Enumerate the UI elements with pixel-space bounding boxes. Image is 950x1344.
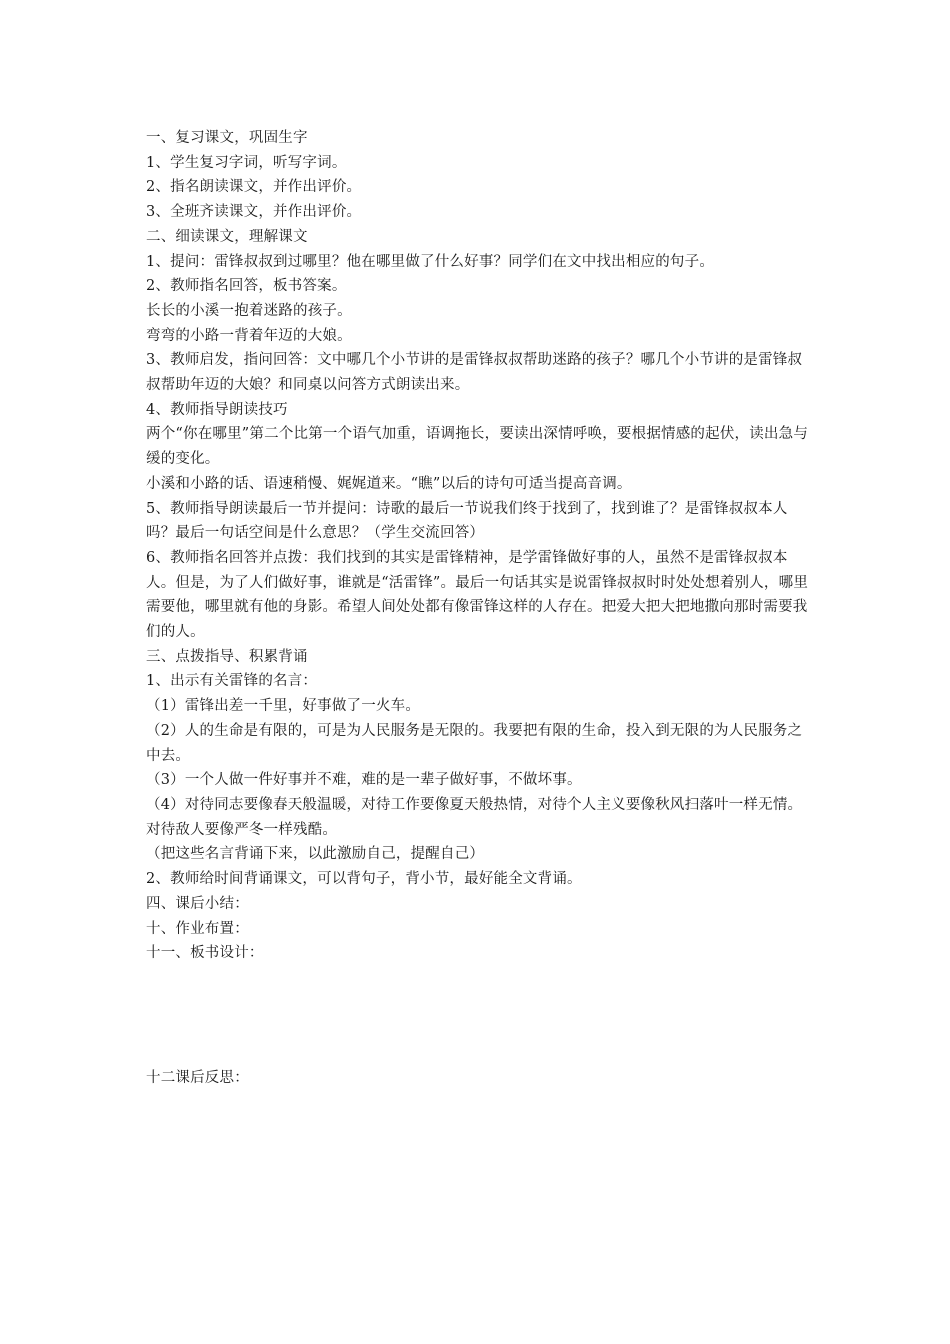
- paragraph: 2、教师指名回答，板书答案。: [146, 278, 347, 295]
- paragraph: 2、教师给时间背诵课文，可以背句子，背小节，最好能全文背诵。: [146, 871, 582, 888]
- heading-homework: 十、作业布置：: [146, 920, 249, 937]
- paragraph: 3、教师启发，指问回答：文中哪几个小节讲的是雷锋叔叔帮助迷路的孩子？哪几个小节讲的是雷锋叔叔帮助年迈的大娘？和同桌以问答方式朗读出来。: [146, 352, 803, 394]
- board-design-space: [146, 966, 810, 1066]
- quote-item: （3）一个人做一件好事并不难，难的是一辈子做好事，不做坏事。: [146, 772, 582, 789]
- paragraph: （把这些名言背诵下来，以此激励自己，提醒自己）: [146, 846, 485, 863]
- heading-board-design: 十一、板书设计：: [146, 945, 264, 962]
- heading-close-reading: 二、细读课文，理解课文: [146, 228, 308, 245]
- heading-summary: 四、课后小结：: [146, 895, 249, 912]
- paragraph: 3、全班齐读课文，并作出评价。: [146, 204, 362, 221]
- paragraph: 4、教师指导朗读技巧: [146, 401, 288, 418]
- paragraph: 弯弯的小路一背着年迈的大娘。: [146, 327, 352, 344]
- paragraph: 1、学生复习字词，听写字词。: [146, 154, 347, 171]
- heading-reflection: 十二课后反思：: [146, 1069, 249, 1086]
- heading-review: 一、复习课文，巩固生字: [146, 130, 308, 146]
- paragraph: 5、教师指导朗读最后一节并提问：诗歌的最后一节说我们终于找到了，找到谁了？是雷锋叔叔本人吗？最后一句话空间是什么意思？（学生交流回答）: [146, 500, 788, 542]
- paragraph: 两个“你在哪里”第二个比第一个语气加重，语调拖长，要读出深情呼唤，要根据情感的起伏，读出急与缓的变化。: [146, 426, 809, 468]
- paragraph: 2、指名朗读课文，并作出评价。: [146, 179, 362, 196]
- quote-item: （2）人的生命是有限的，可是为人民服务是无限的。我要把有限的生命，投入到无限的为人民服务之中去。: [146, 722, 803, 764]
- heading-guidance: 三、点拨指导、积累背诵: [146, 648, 308, 665]
- paragraph: 长长的小溪一抱着迷路的孩子。: [146, 302, 352, 319]
- quote-item: （1）雷锋出差一千里，好事做了一火车。: [146, 698, 421, 715]
- quote-item: （4）对待同志要像春天般温暖，对待工作要像夏天般热情，对待个人主义要像秋风扫落叶一样无情。对待敌人要像严冬一样残酷。: [146, 796, 803, 838]
- document-body: [146, 126, 810, 1091]
- paragraph: 小溪和小路的话、语速稍慢、娓娓道来。“瞧”以后的诗句可适当提高音调。: [146, 475, 632, 492]
- paragraph: 1、出示有关雷锋的名言：: [146, 673, 318, 690]
- paragraph: 1、提问：雷锋叔叔到过哪里？他在哪里做了什么好事？同学们在文中找出相应的句子。: [146, 253, 715, 270]
- paragraph: 6、教师指名回答并点拨：我们找到的其实是雷锋精神，是学雷锋做好事的人，虽然不是雷锋叔叔本人。但是，为了人们做好事，谁就是“活雷锋”。最后一句话其实是说雷锋叔叔时时处处想着别人，哪里需要他，哪里就有他的身影。希望人间处处都有像雷锋这样的人存在。把爱大把大把地撒向那时需要我们的人。: [146, 549, 809, 641]
